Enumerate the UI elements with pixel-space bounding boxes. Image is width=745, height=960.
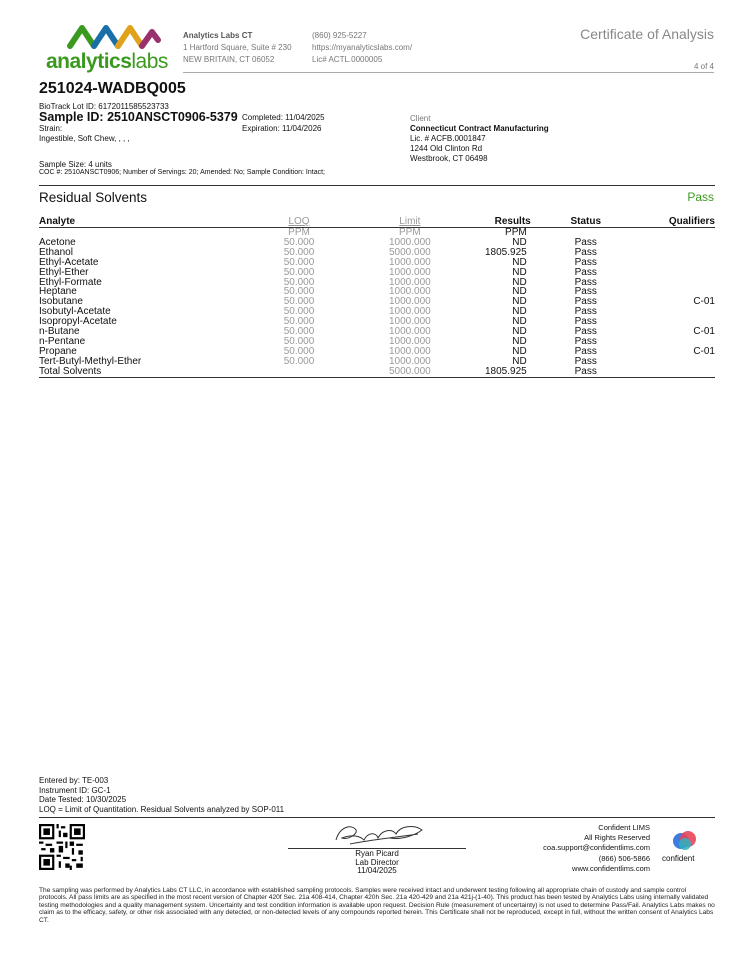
col-loq: LOQ [209,216,389,228]
result-cell: ND [512,306,527,318]
lims-name: Confident LIMS [598,823,650,832]
sample-size: Sample Size: 4 units [39,160,112,169]
lab-name: Analytics Labs CT [183,31,253,40]
qualifier-cell [641,307,715,317]
qr-code-icon [39,824,85,870]
limit-cell: 1000.000 [389,316,431,328]
analyte-cell: n-Butane [39,326,80,338]
status-cell: Pass [574,246,597,258]
limit-cell: 1000.000 [389,355,431,367]
table-row [39,268,715,278]
client-license: Lic. # ACFB.0001847 [410,134,486,143]
limit-cell: 1000.000 [389,345,431,357]
qualifier-cell [641,367,715,377]
status-cell: Pass [574,306,597,318]
expiration-date: Expiration: 11/04/2026 [242,124,322,133]
result-cell: ND [512,335,527,347]
lims-web[interactable]: www.confidentlims.com [572,863,650,873]
analyte-cell: Ethyl-Ether [39,266,89,278]
lims-phone: (866) 506-5866 [598,853,650,863]
signer-date: 11/04/2025 [357,866,397,875]
signer-title: Lab Director [355,857,399,867]
analyte-cell: n-Pentane [39,335,86,347]
status-cell: Pass [574,345,597,357]
table-row [39,317,715,327]
limit-cell: 1000.000 [389,266,431,278]
qualifier-cell [641,278,715,288]
analyte-cell: Propane [39,345,77,357]
loq-cell: 50.000 [283,335,315,347]
loq-cell: 50.000 [283,296,315,308]
status-cell: Pass [574,266,597,278]
loq-cell: 50.000 [283,316,315,328]
lab-address2: NEW BRITAIN, CT 06052 [183,55,275,64]
result-cell: 1805.925 [485,246,527,258]
loq-cell: 50.000 [283,345,315,357]
col-status: Status [531,216,641,228]
limit-cell: 1000.000 [389,326,431,338]
instrument-id: Instrument ID: GC-1 [39,785,111,795]
status-cell: Pass [574,335,597,347]
lab-address-block [183,30,292,66]
analyte-cell: Ethyl-Formate [39,276,102,288]
lab-address1: 1 Hartford Square, Suite # 230 [183,43,292,52]
table-row [39,337,715,347]
loq-note: LOQ = Limit of Quantitation. Residual Solvents analyzed by SOP-011 [39,804,285,814]
result-cell: ND [512,316,527,328]
qualifier-cell: C-01 [693,326,715,338]
loq-cell: 50.000 [283,236,315,248]
result-cell: ND [512,286,527,298]
status-cell: Pass [574,355,597,367]
date-tested: Date Tested: 10/30/2025 [39,795,127,804]
sample-type: Ingestible, Soft Chew, , , , [39,134,130,143]
footer-info [39,776,284,814]
limit-unit: PPM [399,227,421,238]
biotrack-lot-id: BioTrack Lot ID: 6172011585523733 [39,102,169,111]
status-cell: Pass [531,367,641,377]
limit-cell: 5000.000 [389,246,431,258]
analyte-cell: Isobutyl-Acetate [39,306,111,318]
loq-cell: 50.000 [283,306,315,318]
limit-cell: 1000.000 [389,276,431,288]
section-divider [39,185,715,186]
qualifier-cell: C-01 [693,345,715,357]
result-cell: ND [512,256,527,268]
table-row [39,287,715,297]
document-title: Certificate of Analysis [580,26,714,42]
brand-logo [40,20,170,74]
loq-cell: 50.000 [283,276,315,288]
batch-id: 251024-WADBQ005 [39,80,186,97]
lims-contact [543,823,650,874]
status-cell: Pass [574,316,597,328]
analyte-cell: Ethyl-Acetate [39,256,99,268]
section-pass-status: Pass [687,190,714,204]
footer-divider [39,817,715,818]
qualifier-cell [641,258,715,268]
loq-cell: 50.000 [283,246,315,258]
qualifier-cell [641,238,715,248]
confident-logo [662,830,708,866]
limit-cell: 1000.000 [389,296,431,308]
logo-mark-icon [66,22,162,50]
page-number: 4 of 4 [693,62,714,71]
result-cell: ND [512,355,527,367]
table-row [39,278,715,288]
status-cell: Pass [574,286,597,298]
table-row [39,327,715,337]
signature-image [330,820,430,848]
table-row [39,367,715,377]
loq-cell: 50.000 [283,256,315,268]
result-cell: 1805.925 [431,367,531,377]
status-cell: Pass [574,276,597,288]
col-results: Results [431,216,531,228]
analyte-cell: Tert-Butyl-Methyl-Ether [39,355,142,367]
results-unit: PPM [505,227,527,238]
status-cell: Pass [574,236,597,248]
qualifier-cell: C-01 [693,296,715,308]
strain-label: Strain: [39,124,63,133]
loq-cell: 50.000 [283,355,315,367]
result-cell: ND [512,345,527,357]
analyte-cell: Isopropyl-Acetate [39,316,117,328]
analyte-cell: Total Solvents [39,367,209,377]
disclaimer-text: The sampling was performed by Analytics Labs CT LLC, in accordance with established sampling protocols. Samples were received intact and underwent testing following all appropriate chain of custody and sample control protocols. All pass limits are as specified in the most recent version of Chapter 420f Sec. 21a 408-414, Chapter 420h Sec. 21a 420-429 and 21a 421j-(1-40). This product has been tested by Analytics Labs using internally validated testing methodologies and a quality management system. Uncertainty and test condition information is available upon request. Decision Rule (measurement of uncertainty) is not used to determine Pass/Fail. Analytics Labs makes no claim as to the efficacy, safety, or other risk associated with any detected, or non-detected levels of any compounds reported herein. This Certificate shall not be reproduced, except in full, without the written consent of Analytics Labs CT. [39,887,715,924]
result-cell: ND [512,266,527,278]
result-cell: ND [512,236,527,248]
analyte-cell: Acetone [39,236,76,248]
coc-line: COC #: 2510ANSCT0906; Number of Servings: 20; Amended: No; Sample Condition: Intact; [39,169,325,176]
qualifier-cell [641,268,715,278]
table-row [39,238,715,248]
client-label: Client [410,114,431,123]
section-title: Residual Solvents [39,190,148,205]
confident-logo-mark-icon [672,830,698,852]
logo-brand-bold: analytics [46,50,132,73]
loq-unit: PPM [288,227,310,238]
table-row [39,297,715,307]
col-limit: Limit [389,216,431,228]
lab-license: Lic# ACTL.0000005 [312,55,383,64]
status-cell: Pass [574,256,597,268]
loq-cell: 50.000 [283,286,315,298]
analyte-cell: Heptane [39,286,77,298]
signer-block [288,850,466,876]
units-row [39,228,715,238]
loq-cell: 50.000 [283,266,315,278]
lab-phone: (860) 925-5227 [312,31,367,40]
qualifier-cell [641,248,715,258]
table-row [39,248,715,258]
sample-id: Sample ID: 2510ANSCT0906-5379 [39,110,238,124]
result-cell: ND [512,276,527,288]
col-qualifiers: Qualifiers [641,216,715,228]
client-block [410,114,549,164]
table-row [39,357,715,367]
loq-cell: 50.000 [283,326,315,338]
table-row [39,258,715,268]
qualifier-cell [641,357,715,367]
result-cell: ND [512,296,527,308]
lab-contact-block [312,30,412,66]
col-analyte: Analyte [39,216,209,228]
loq-cell [209,367,389,377]
completed-date: Completed: 11/04/2025 [242,113,325,122]
logo-brand-light: labs [131,50,168,73]
signer-name: Ryan Picard [355,849,399,858]
header-divider [183,72,714,73]
table-header-row [39,216,715,228]
analyte-cell: Isobutane [39,296,83,308]
status-cell: Pass [574,326,597,338]
status-cell: Pass [574,296,597,308]
client-name: Connecticut Contract Manufacturing [410,124,549,133]
entered-by: Entered by: TE-003 [39,776,109,785]
confident-logo-text: confident [662,854,695,863]
lims-rights: All Rights Reserved [584,833,650,843]
lab-website[interactable]: https://myanalyticslabs.com/ [312,43,413,52]
lims-email[interactable]: coa.support@confidentlims.com [543,843,650,853]
table-row [39,307,715,317]
limit-cell: 1000.000 [389,335,431,347]
limit-cell: 1000.000 [389,286,431,298]
limit-cell: 5000.000 [389,365,431,377]
analyte-cell: Ethanol [39,246,73,258]
limit-cell: 1000.000 [389,256,431,268]
client-address2: Westbrook, CT 06498 [410,154,488,163]
client-address1: 1244 Old Clinton Rd [410,144,483,153]
result-cell: ND [512,326,527,338]
limit-cell: 1000.000 [389,306,431,318]
limit-cell: 1000.000 [389,236,431,248]
residual-solvents-table [39,216,715,378]
